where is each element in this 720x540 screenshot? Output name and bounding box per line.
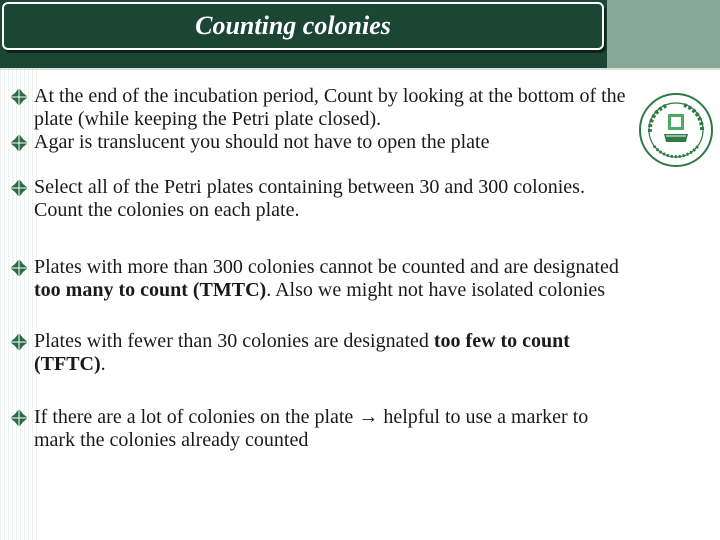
bullet-bold-term: too many to count (TMTC) — [34, 279, 267, 301]
diamond-bullet-icon — [8, 132, 30, 154]
bullet-text: . — [100, 353, 106, 375]
diamond-bullet-icon — [8, 257, 30, 279]
slide-title-box — [2, 2, 604, 50]
university-seal-icon — [638, 92, 714, 168]
header-divider — [0, 68, 720, 70]
bullet-list — [8, 85, 630, 452]
diamond-bullet-icon — [8, 331, 30, 353]
slide-title: Counting colonies — [195, 11, 391, 40]
list-item — [8, 330, 630, 376]
bullet-text: Select all of the Petri plates containing between 30 and 300 colonies. Count the colonies on each plate. — [34, 176, 585, 221]
bullet-text: Agar is translucent you should not have to open the plate — [34, 131, 490, 153]
bullet-text: Plates with more than 300 colonies cannot be counted and are designated — [34, 256, 619, 278]
bullet-text: helpful to use a marker to mark the colonies already counted — [34, 406, 589, 451]
bullet-text: At the end of the incubation period, Count by looking at the bottom of the plate (while keeping the Petri plate closed). — [34, 85, 626, 130]
title-accent-stripe — [607, 0, 720, 68]
list-item — [8, 131, 630, 154]
list-item — [8, 256, 630, 302]
list-item — [8, 85, 630, 131]
bullet-text: If there are a lot of colonies on the plate — [34, 406, 359, 428]
diamond-bullet-icon — [8, 407, 30, 429]
bullet-text: . Also we might not have isolated colonies — [266, 279, 606, 301]
diamond-bullet-icon — [8, 177, 30, 199]
bullet-text: Plates with fewer than 30 colonies are designated — [34, 330, 434, 352]
arrow-right-icon: → — [358, 406, 379, 428]
bullet-bold-term: too few to count (TFTC) — [34, 330, 570, 375]
list-item — [8, 406, 630, 452]
diamond-bullet-icon — [8, 86, 30, 108]
list-item — [8, 176, 630, 222]
